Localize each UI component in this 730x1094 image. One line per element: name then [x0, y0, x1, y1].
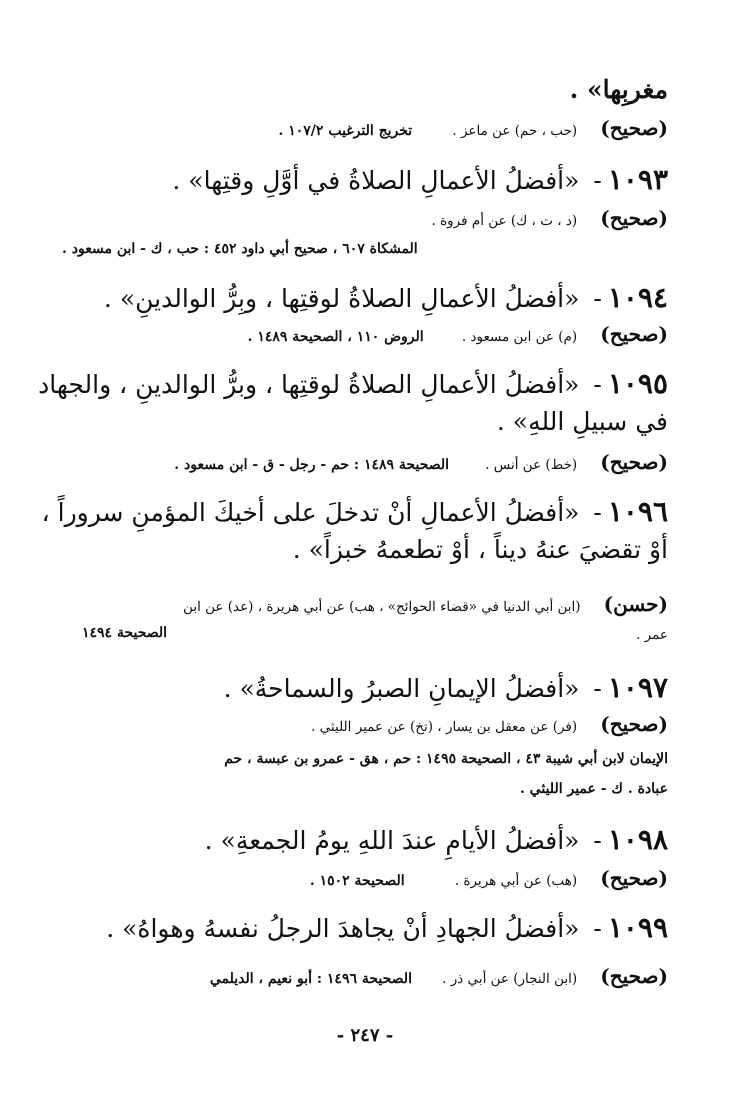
source-text: (د ، ت ، ك) عن أم فروة .	[431, 213, 578, 229]
hadith-text: «أفضلُ الإيمانِ الصبرُ والسماحةُ» .	[223, 674, 580, 703]
reference-text: الروض ١١٠ ، الصحيحة ١٤٨٩ .	[247, 329, 424, 345]
entry-1096-heading: ١٠٩٦- «أفضلُ الأعمالِ أنْ تدخلَ على أخيكَ المؤمنِ سروراً ،	[41, 495, 668, 528]
reference-text: عبادة . ك - عمير الليثي .	[519, 781, 668, 797]
source-text: عمر .	[636, 627, 668, 643]
entry-1099-sources	[62, 964, 668, 988]
entry-1095-continuation	[62, 406, 668, 437]
entry-1093-heading: ١٠٩٣- «أفضلُ الأعمالِ الصلاةُ في أوَّلِ وقتِها» .	[172, 163, 668, 196]
hadith-text: «أفضلُ الجهادِ أنْ يجاهدَ الرجلُ نفسهُ وهواهُ» .	[106, 914, 580, 943]
grade-label: (صحيح)	[600, 116, 668, 140]
grade-label: (صحيح)	[600, 712, 668, 736]
reference-text: الصحيحة ١٤٩٤	[82, 625, 168, 641]
source-text: (خط) عن أنس .	[485, 457, 578, 473]
entry-1098-heading: ١٠٩٨- «أفضلُ الأيامِ عندَ اللهِ يومُ الجمعةِ» .	[204, 823, 668, 856]
source-text: (ابن أبي الدنيا في «قضاء الحوائج» ، هب) عن أبي هريرة ، (عد) عن ابن	[183, 599, 581, 615]
entry-1092-sources	[62, 116, 668, 140]
hadith-text: في سبيلِ اللهِ» .	[496, 407, 668, 436]
reference-text: المشكاة ٦٠٧ ، صحيح أبي داود ٤٥٢ : حب ، ك - ابن مسعود .	[62, 241, 418, 257]
hadith-text: «أفضلُ الأعمالِ الصلاةُ لوقتِها ، وبِرُّ الوالدينِ» .	[103, 284, 580, 313]
hadith-number: ١٠٩٦	[607, 495, 668, 528]
hadith-text: «أفضلُ الأعمالِ الصلاةُ في أوَّلِ وقتِها» .	[172, 166, 580, 195]
entry-1097-heading: ١٠٩٧- «أفضلُ الإيمانِ الصبرُ والسماحةُ» .	[223, 671, 668, 704]
hadith-text: «أفضلُ الأيامِ عندَ اللهِ يومُ الجمعةِ» .	[204, 826, 580, 855]
grade-label: (صحيح)	[600, 450, 668, 474]
entry-1097-references-cont	[62, 778, 668, 797]
continuation-text: مغربِها» .	[569, 75, 668, 104]
grade-label: (صحيح)	[600, 866, 668, 890]
entry-1093-sources	[62, 206, 668, 230]
entry-1094-heading: ١٠٩٤- «أفضلُ الأعمالِ الصلاةُ لوقتِها ، وبِرُّ الوالدينِ» .	[103, 281, 668, 314]
entry-1097-sources	[62, 712, 668, 736]
page-number: - ٢٤٧ -	[336, 1025, 394, 1046]
hadith-text: أوْ تقضيَ عنهُ ديناً ، أوْ تطعمهُ خبزاً» .	[292, 535, 668, 564]
entry-1098-sources	[62, 866, 668, 890]
entry-1094-sources	[62, 322, 668, 346]
hadith-text: «أفضلُ الأعمالِ أنْ تدخلَ على أخيكَ المؤمنِ سروراً ،	[41, 498, 580, 527]
source-text: (حب ، حم) عن ماعز .	[452, 123, 578, 139]
source-text: (ابن النجار) عن أبي ذر .	[442, 971, 578, 987]
grade-label: (صحيح)	[600, 322, 668, 346]
hadith-number: ١٠٩٧	[607, 671, 668, 704]
source-text: (فر) عن معقل بن يسار ، (تخ) عن عمير الليثي .	[311, 719, 578, 735]
reference-text: الإيمان لابن أبي شيبة ٤٣ ، الصحيحة ١٤٩٥ : حم ، هق - عمرو بن عبسة ، حم	[224, 751, 668, 767]
entry-1099-heading: ١٠٩٩- «أفضلُ الجهادِ أنْ يجاهدَ الرجلُ نفسهُ وهواهُ» .	[106, 911, 668, 944]
entry-1096-references	[62, 622, 668, 641]
source-text: (هب) عن أبي هريرة .	[454, 873, 578, 889]
reference-text: الصحيحة ١٤٨٩ : حم - رجل - ق - ابن مسعود .	[174, 457, 450, 473]
entry-1097-references	[62, 748, 668, 767]
entry-1095-heading: ١٠٩٥- «أفضلُ الأعمالِ الصلاةُ لوقتِها ، وبرُّ الوالدينِ ، والجهاد	[38, 367, 668, 400]
reference-text: تخريج الترغيب ١٠٧/٢ .	[278, 123, 413, 139]
grade-label: (حسن)	[603, 592, 668, 616]
hadith-text: «أفضلُ الأعمالِ الصلاةُ لوقتِها ، وبرُّ الوالدينِ ، والجهاد	[38, 370, 580, 399]
continuation-line	[62, 74, 668, 105]
grade-label: (صحيح)	[600, 964, 668, 988]
hadith-number: ١٠٩٨	[607, 823, 668, 856]
reference-text: الصحيحة ١٥٠٢ .	[309, 873, 405, 889]
reference-text: الصحيحة ١٤٩٦ : أبو نعيم ، الديلمي	[209, 971, 412, 987]
entry-1093-references	[62, 238, 668, 257]
source-text: (م) عن ابن مسعود .	[461, 329, 578, 345]
hadith-number: ١٠٩٩	[607, 911, 668, 944]
entry-1095-sources	[62, 450, 668, 474]
entry-1096-sources	[62, 592, 668, 616]
grade-label: (صحيح)	[600, 206, 668, 230]
hadith-number: ١٠٩٣	[607, 163, 668, 196]
entry-1096-continuation	[62, 534, 668, 565]
hadith-number: ١٠٩٥	[607, 367, 668, 400]
hadith-number: ١٠٩٤	[607, 281, 668, 314]
